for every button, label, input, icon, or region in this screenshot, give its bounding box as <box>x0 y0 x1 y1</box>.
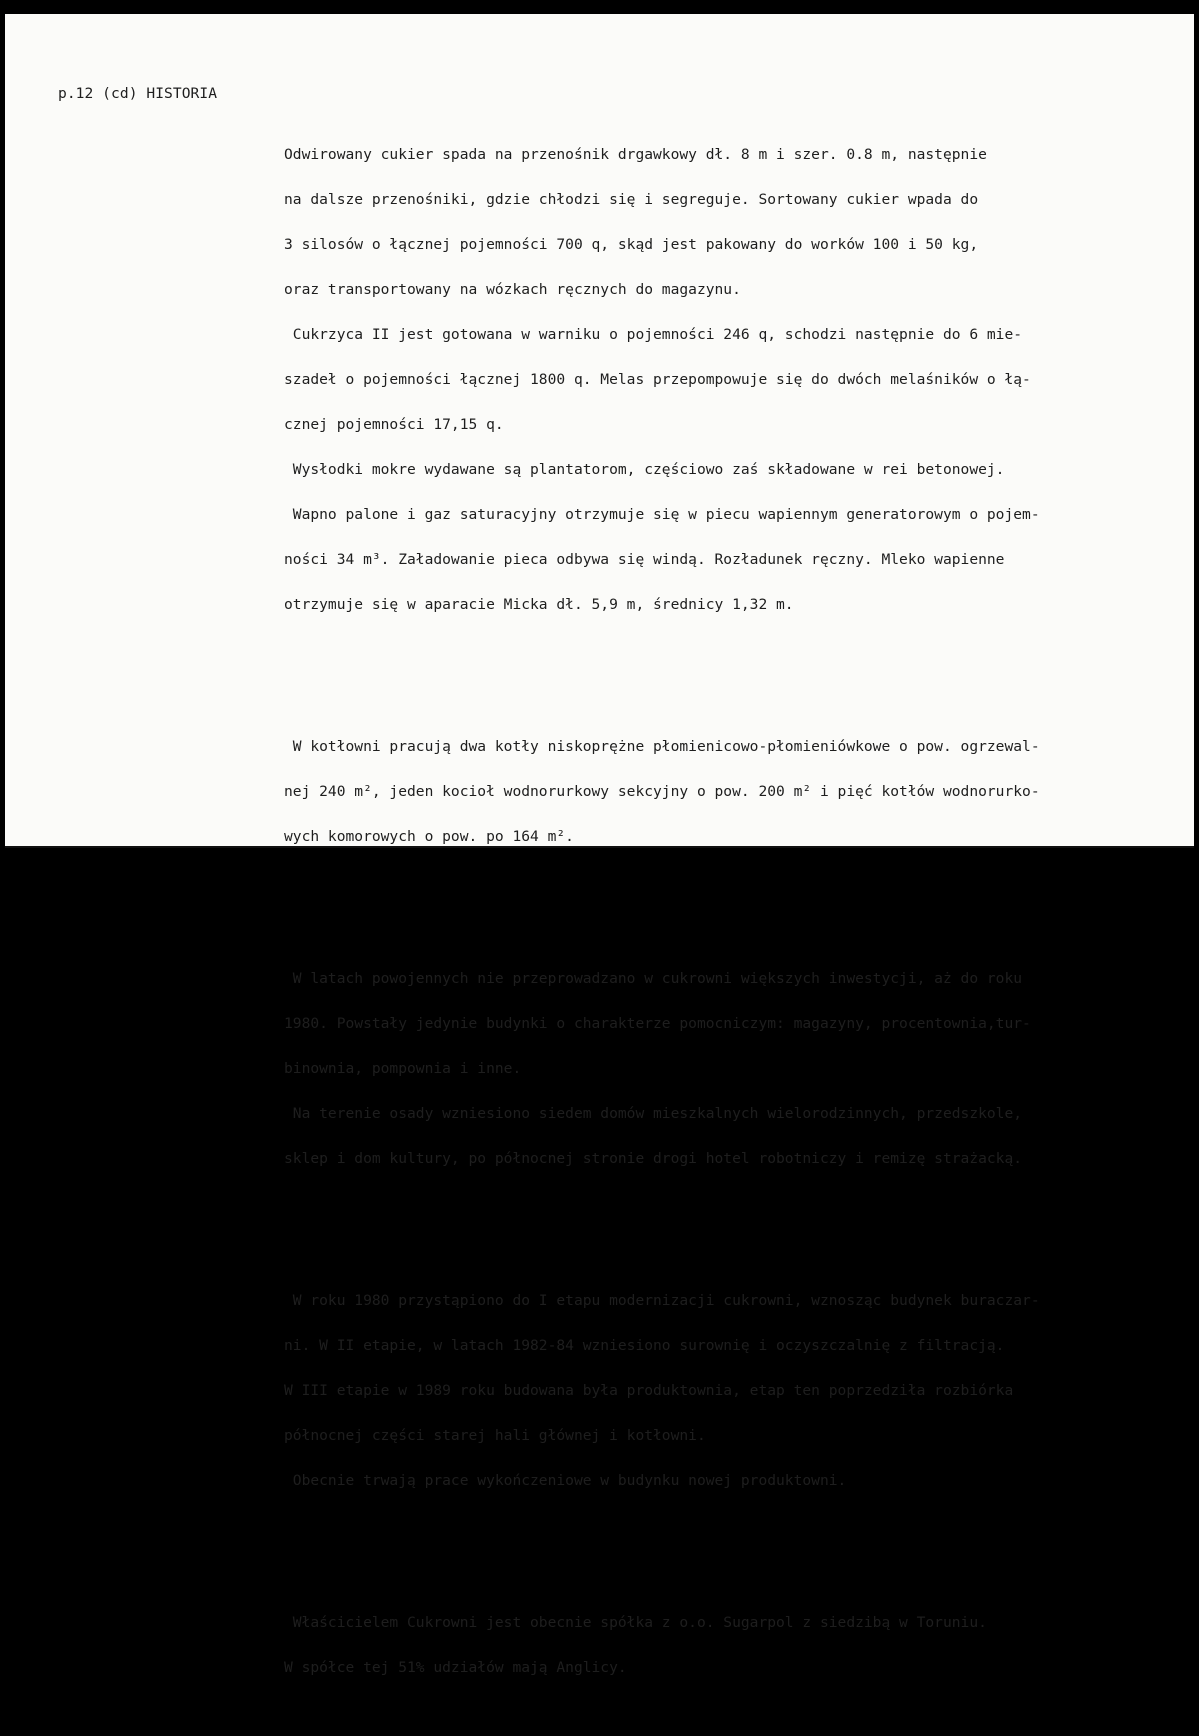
typed-page <box>5 14 1194 1676</box>
text-line: Cukrzyca II jest gotowana w warniku o pojemności 246 q, schodzi następnie do 6 mie- <box>284 326 1023 343</box>
text-line: oraz transportowany na wózkach ręcznych do magazynu. <box>284 281 741 298</box>
text-line: binownia, pompownia i inne. <box>284 1060 522 1077</box>
text-line: Na terenie osady wzniesiono siedem domów mieszkalnych wielorodzinnych, przedszkole, <box>284 1105 1023 1122</box>
text-line: Odwirowany cukier spada na przenośnik drgawkowy dł. 8 m i szer. 0.8 m, następnie <box>284 146 987 163</box>
paragraph-ownership <box>284 1585 1040 1705</box>
paragraph-production <box>284 117 1040 642</box>
text-line: 1980. Powstały jedynie budynki o charakterze pomocniczym: magazyny, procentownia,tur- <box>284 1015 1031 1032</box>
text-line: północnej części starej hali głównej i kotłowni. <box>284 1427 706 1444</box>
text-line: cznej pojemności 17,15 q. <box>284 416 504 433</box>
text-line: Obecnie trwają prace wykończeniowe w budynku nowej produktowni. <box>284 1472 847 1489</box>
scan-bottom-edge <box>5 846 1194 848</box>
text-line: W spółce tej 51% udziałów mają Anglicy. <box>284 1659 627 1676</box>
text-line: 3 silosów o łącznej pojemności 700 q, skąd jest pakowany do worków 100 i 50 kg, <box>284 236 979 253</box>
text-line: nej 240 m², jeden kocioł wodnorurkowy sekcyjny o pow. 200 m² i pięć kotłów wodnorurko- <box>284 783 1040 800</box>
paragraph-boiler-room <box>284 709 1040 874</box>
text-line: Wapno palone i gaz saturacyjny otrzymuje się w piecu wapiennym generatorowym o pojem- <box>284 506 1040 523</box>
text-line: na dalsze przenośniki, gdzie chłodzi się i segreguje. Sortowany cukier wpada do <box>284 191 979 208</box>
paragraph-modernization <box>284 1263 1040 1518</box>
text-line: sklep i dom kultury, po północnej stronie drogi hotel robotniczy i remizę strażacką. <box>284 1150 1023 1167</box>
text-line: W latach powojennych nie przeprowadzano w cukrowni większych inwestycji, aż do roku <box>284 970 1023 987</box>
text-line: otrzymuje się w aparacie Micka dł. 5,9 m, średnicy 1,32 m. <box>284 596 794 613</box>
page-header-label: p.12 (cd) HISTORIA <box>58 85 218 102</box>
text-line: W roku 1980 przystąpiono do I etapu modernizacji cukrowni, wznosząc budynek buraczar- <box>284 1292 1040 1309</box>
text-line: Wysłodki mokre wydawane są plantatorom, częściowo zaś składowane w rei betonowej. <box>284 461 1005 478</box>
text-line: W kotłowni pracują dwa kotły niskoprężne płomienicowo-płomieniówkowe o pow. ogrzewal- <box>284 738 1040 755</box>
text-line: wych komorowych o pow. po 164 m². <box>284 828 574 845</box>
text-line: ności 34 m³. Załadowanie pieca odbywa się windą. Rozładunek ręczny. Mleko wapienne <box>284 551 1005 568</box>
document-body <box>284 87 1040 1735</box>
text-line: ni. W II etapie, w latach 1982-84 wzniesiono surownię i oczyszczalnię z filtracją. <box>284 1337 1005 1354</box>
text-line: szadeł o pojemności łącznej 1800 q. Melas przepompowuje się do dwóch melaśników o łą- <box>284 371 1031 388</box>
text-line: Właścicielem Cukrowni jest obecnie spółka z o.o. Sugarpol z siedzibą w Toruniu. <box>284 1614 987 1631</box>
paragraph-postwar <box>284 941 1040 1196</box>
text-line: W III etapie w 1989 roku budowana była produktownia, etap ten poprzedziła rozbiórka <box>284 1382 1014 1399</box>
